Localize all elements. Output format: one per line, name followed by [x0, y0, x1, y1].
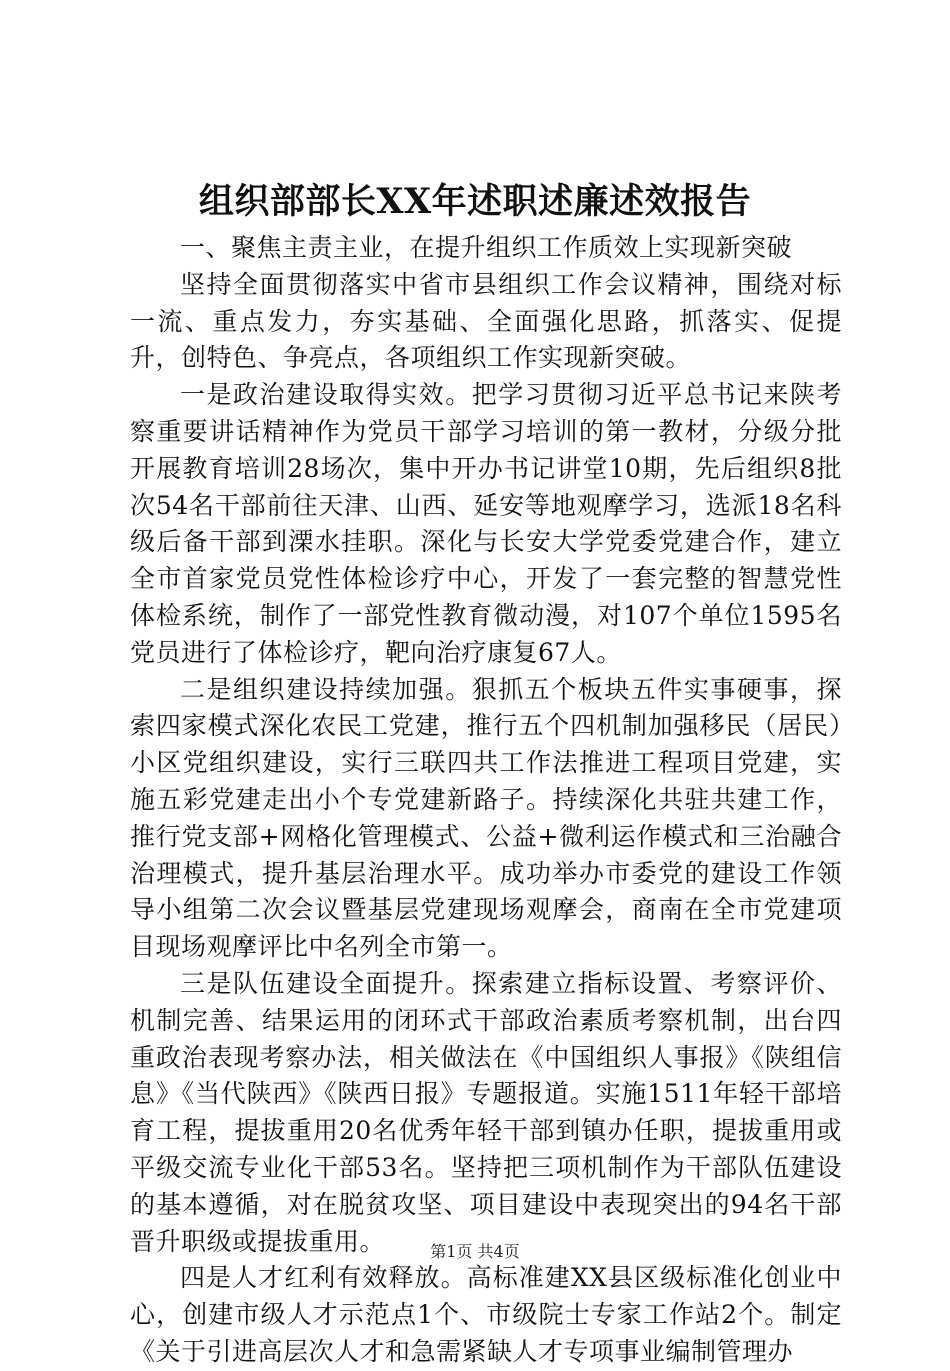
document-title: 组织部部长XX年述职述廉述效报告 [198, 181, 752, 222]
document-body [130, 230, 842, 1371]
paragraph-political-building: 一是政治建设取得实效。把学习贯彻习近平总书记来陕考察重要讲话精神作为党员干部学习培训的第一教材，分级分批开展教育培训28场次，集中开办书记讲堂10期，先后组织8批次54名干部前往天津、山西、延安等地观摩学习，选派18名科级后备干部到溧水挂职。深化与长安大学党委党建合作，建立全市首家党员党性体检诊疗中心，开发了一套完整的智慧党性体检系统，制作了一部党性教育微动漫，对107个单位1595名党员进行了体检诊疗，靶向治疗康复67人。 [130, 380, 842, 667]
paragraph-organization-building: 二是组织建设持续加强。狠抓五个板块五件实事硬事，探索四家模式深化农民工党建，推行五个四机制加强移民（居民）小区党组织建设，实行三联四共工作法推进工程项目党建，实施五彩党建走出小个专党建新路子。持续深化共驻共建工作，推行党支部+网格化管理模式、公益+微利运作模式和三治融合治理模式，提升基层治理水平。成功举办市委党的建设工作领导小组第二次会议暨基层党建现场观摩会，商南在全市党建项目现场观摩评比中名列全市第一。 [130, 674, 842, 962]
page-number-footer: 第1页 共4页 [430, 1242, 520, 1261]
paragraph-talent: 四是人才红利有效释放。高标准建XX县区级标准化创业中心，创建市级人才示范点1个、市级院士专家工作站2个。制定《关于引进高层次人才和急需紧缺人才专项事业编制管理办 [130, 1263, 842, 1366]
paragraph-intro: 坚持全面贯彻落实中省市县组织工作会议精神，围绕对标一流、重点发力，夯实基础、全面强化思路，抓落实、促提升，创特色、争亮点，各项组织工作实现新突破。 [130, 269, 842, 373]
section-heading: 一、聚焦主责主业，在提升组织工作质效上实现新突破 [180, 233, 793, 262]
paragraph-team-building: 三是队伍建设全面提升。探索建立指标设置、考察评价、机制完善、结果运用的闭环式干部政治素质考察机制，出台四重政治表现考察办法，相关做法在《中国组织人事报》《陕组信息》《当代陕西》《陕西日报》专题报道。实施1511年轻干部培育工程，提拔重用20名优秀年轻干部到镇办任职，提拔重用或平级交流专业化干部53名。坚持把三项机制作为干部队伍建设的基本遵循，对在脱贫攻坚、项目建设中表现突出的94名干部晋升职级或提拔重用。 [130, 968, 842, 1256]
